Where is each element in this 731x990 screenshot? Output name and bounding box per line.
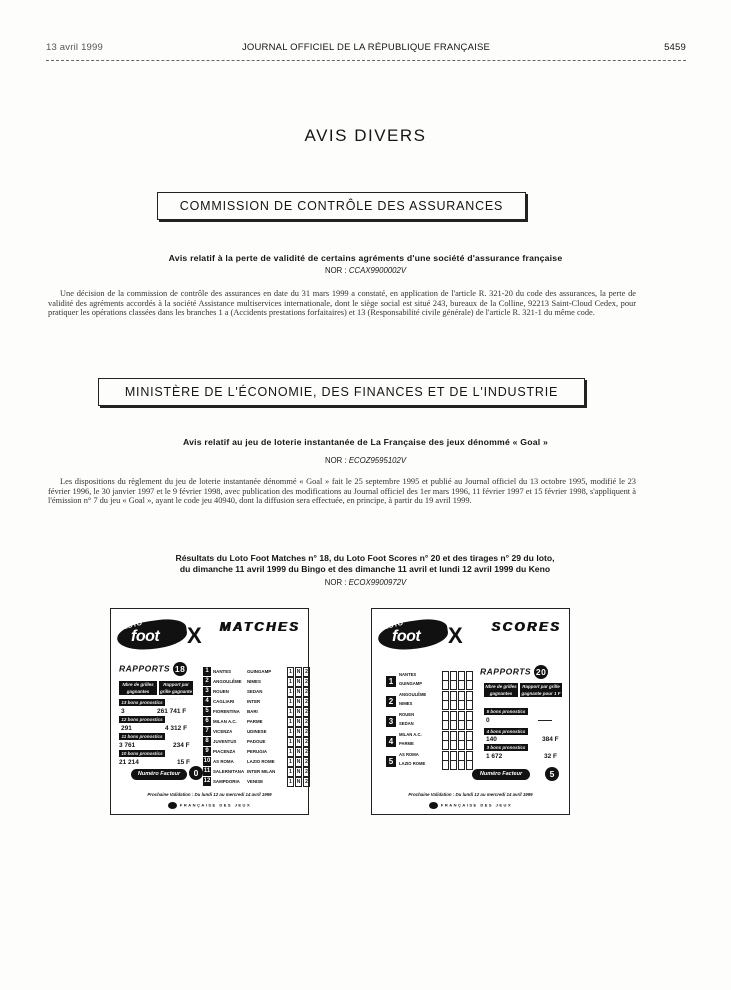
prochaine-validation: Prochaine Validation : Du lundi 12 au mercredi 14 avril 1999: [408, 792, 533, 797]
score-away-team: PARME: [399, 741, 414, 746]
grid-box: N: [296, 669, 301, 675]
score-box: [450, 720, 457, 730]
body-assurances-text: Une décision de la commission de contrôle des assurances en date du 31 mars 1999 a constaté, en application de l'article R. 321-20 du code des assurances, la perte de validité des agréments accordés à la société Assistance multiservices internationale, dont le siège social est situé 243, bureaux de la Colline, 92213 Saint-Cloud Cedex, pour pratiquer les opérations classées dans les branches 1 a (Accidents prestations forfaitaires) et 13 (Responsabilité civile générale) de l'article R. 321-1 du même code.: [48, 289, 636, 318]
score-box: [458, 720, 465, 730]
bar-4-pronostics: 4 bons pronostics: [484, 728, 528, 735]
score-away-team: LAZIO ROME: [399, 761, 426, 766]
match-home-team: FIORENTINA: [213, 709, 240, 714]
header-page-number: 5459: [664, 42, 686, 53]
grid-box: 1: [287, 697, 294, 707]
match-number: 2: [203, 677, 211, 686]
match-home-team: ROUEN: [213, 689, 229, 694]
grid-box: 2: [303, 767, 310, 777]
match-away-team: PADOUE: [247, 739, 266, 744]
section-heading-ministere: MINISTÈRE DE L'ÉCONOMIE, DES FINANCES ET DE L'INDUSTRIE: [98, 378, 585, 406]
logo-x-mark: X: [448, 623, 463, 648]
score-box: [466, 700, 473, 710]
score-game-number: 5: [386, 756, 396, 767]
grid-box: N: [296, 759, 301, 765]
nor-code: ECOZ9595102V: [348, 456, 407, 465]
header-rule: [46, 60, 686, 61]
grid-box: 2: [303, 697, 310, 707]
match-away-team: BARI: [247, 709, 258, 714]
score-home-team: ROUEN: [399, 712, 415, 717]
bar-3-pronostics: 3 bons pronostics: [484, 744, 528, 751]
match-number: 8: [203, 737, 211, 746]
grid-box: 1: [287, 757, 294, 767]
match-pronostic-grid: [287, 757, 310, 767]
bar-11-pronostics: 11 bons pronostics: [119, 733, 165, 740]
amount-11: 234 F: [173, 742, 190, 749]
score-box: [442, 760, 449, 770]
header-bar-amount: Rapport par grille gagnante pour 1 F: [159, 682, 192, 701]
fdj-logo-icon: [168, 802, 177, 809]
fdj-text: FRANÇAISE DES JEUX: [179, 802, 252, 808]
grid-box: N: [296, 689, 301, 695]
score-grid: [442, 720, 473, 730]
grid-box: N: [296, 739, 301, 745]
nor-label: NOR :: [324, 578, 347, 587]
count-13: 3: [121, 708, 125, 715]
match-pronostic-grid: [287, 717, 310, 727]
numero-facteur-pill: Numéro Facteur: [472, 769, 530, 780]
score-away-team: GUINGAMP: [399, 681, 423, 686]
logo-loto-text: LOTO: [122, 619, 143, 632]
amount-10: 15 F: [177, 759, 191, 766]
match-home-team: JUVENTUS: [213, 739, 237, 744]
grid-box: 1: [287, 777, 294, 787]
loto-foot-logo: [117, 617, 202, 651]
match-number: 1: [203, 667, 211, 676]
grid-box: 1: [287, 687, 294, 697]
amount-13: 261 741 F: [157, 708, 187, 715]
match-away-team: INTER MILAN: [247, 769, 276, 774]
fdj-text: FRANÇAISE DES JEUX: [440, 802, 513, 808]
bar-12-pronostics: 12 bons pronostics: [119, 716, 165, 723]
score-grid: [442, 760, 473, 770]
logo-loto-text: LOTO: [383, 619, 404, 632]
grid-box: N: [296, 779, 301, 785]
match-away-team: UDINESE: [247, 729, 267, 734]
header-bar-amount: Rapport par grille gagnante pour 1 F: [521, 684, 561, 696]
bar-13-pronostics: 13 bons pronostics: [119, 699, 165, 706]
page-header: [46, 42, 686, 56]
header-date: 13 avril 1999: [46, 42, 103, 53]
score-game-number: 1: [386, 676, 396, 687]
score-box: [458, 700, 465, 710]
grid-box: 1: [287, 747, 294, 757]
grid-box: 1: [287, 667, 294, 677]
ticket-loto-foot-scores: [371, 608, 570, 815]
header-journal-title: JOURNAL OFFICIEL DE LA RÉPUBLIQUE FRANÇAISE: [241, 42, 491, 53]
score-box: [466, 680, 473, 690]
count-5: 0: [486, 717, 490, 724]
score-box: [442, 720, 449, 730]
fdj-logo-icon: [429, 802, 438, 809]
score-box: [442, 680, 449, 690]
loto-foot-logo: [378, 617, 463, 651]
score-grid: [442, 680, 473, 690]
score-box: [450, 680, 457, 690]
header-bar-count: Nbre de grilles gagnantes: [485, 684, 517, 696]
match-away-team: VENISE: [247, 779, 264, 784]
prochaine-validation: Prochaine Validation : Du lundi 12 au mercredi 14 avril 1999: [147, 792, 272, 797]
match-away-team: SEDAN: [247, 689, 263, 694]
results-line-2: du dimanche 11 avril 1999 du Bingo et des dimanche 11 avril et lundi 12 avril 1999 du Keno: [179, 563, 551, 574]
score-grid: [442, 700, 473, 710]
score-box: [466, 720, 473, 730]
amount-12: 4 312 F: [165, 725, 188, 732]
grid-box: 1: [287, 707, 294, 717]
score-game-number: 4: [386, 736, 396, 747]
grid-box: 1: [287, 727, 294, 737]
logo-foot-text: foot: [392, 628, 421, 645]
header-bar-count: Nbre de grilles gagnantes: [119, 681, 157, 695]
grid-box: N: [296, 699, 301, 705]
nor-reference-results: [0, 578, 731, 587]
amount-3: 32 F: [544, 753, 558, 760]
match-home-team: AS ROMA: [213, 759, 234, 764]
score-box: [450, 740, 457, 750]
nor-reference-goal: [0, 456, 731, 465]
results-line-1: Résultats du Loto Foot Matches n° 18, du Loto Foot Scores n° 20 et des tirages n° 29 du loto,: [175, 553, 555, 563]
match-home-team: SALERNITANA: [213, 769, 245, 774]
score-home-team: ANGOULÊME: [399, 692, 427, 697]
grid-box: N: [296, 769, 301, 775]
match-home-team: MILAN A.C.: [213, 719, 237, 724]
score-box: [450, 760, 457, 770]
match-pronostic-grid: [287, 707, 310, 717]
grid-box: 2: [303, 667, 310, 677]
match-away-team: PERUGIA: [247, 749, 268, 754]
match-pronostic-grid: [287, 727, 310, 737]
score-box: [442, 700, 449, 710]
bar-10-pronostics: 10 bons pronostics: [119, 750, 165, 757]
match-number: 12: [203, 778, 211, 784]
fdj-footer: [111, 802, 308, 809]
facteur-value-badge: 5: [545, 767, 559, 781]
count-11: 3 761: [119, 742, 136, 749]
game-name: SCORES: [491, 619, 561, 634]
rapports-text: RAPPORTS: [480, 666, 532, 677]
score-box: [458, 680, 465, 690]
amount-4: 384 F: [542, 736, 559, 743]
score-home-team: NANTES: [399, 672, 417, 677]
score-game-number: 3: [386, 716, 396, 727]
match-pronostic-grid: [287, 687, 310, 697]
match-pronostic-grid: [287, 747, 310, 757]
grid-box: 2: [303, 747, 310, 757]
rapports-label: [480, 665, 548, 679]
results-heading: [60, 553, 670, 574]
match-away-team: NIMES: [247, 679, 261, 684]
grid-box: 1: [287, 677, 294, 687]
rapports-text: RAPPORTS: [119, 663, 171, 674]
match-away-team: LAZIO ROME: [247, 759, 275, 764]
facteur-value-badge: 0: [189, 766, 203, 780]
score-away-team: NIMES: [399, 701, 413, 706]
body-goal: [48, 477, 636, 506]
match-number: 5: [203, 707, 211, 716]
grid-box: 1: [287, 767, 294, 777]
body-goal-text: Les dispositions du règlement du jeu de loterie instantanée dénommé « Goal » fait le 25 septembre 1995 et publié au Journal officiel du 13 octobre 1995, modifié le 23 février 1996, le 30 janvier 1997 et le 9 février 1998, avec publication des modifications au Journal officiel des 1er mars 1996, 11 février 1997 et 15 février 1998, s'appliquent à l'émission n° 7 du jeu « Goal », ayant le code jeu 40940, dont la diffusion sera effectuée, en principe, à partir du 19 avril 1999.: [48, 477, 636, 506]
grid-box: N: [296, 679, 301, 685]
section-heading-assurances: COMMISSION DE CONTRÔLE DES ASSURANCES: [157, 192, 526, 220]
score-box: [450, 700, 457, 710]
count-10: 21 214: [119, 759, 139, 766]
match-pronostic-grid: [287, 767, 310, 777]
match-home-team: VICENZA: [213, 729, 233, 734]
page-title: AVIS DIVERS: [304, 126, 427, 145]
grid-box: N: [296, 749, 301, 755]
grid-box: 2: [303, 717, 310, 727]
grid-box: 2: [303, 677, 310, 687]
score-home-team: MILAN A.C.: [399, 732, 422, 737]
match-home-team: CAGLIARI: [213, 699, 235, 704]
match-number: 7: [203, 727, 211, 736]
match-home-team: PIACENZA: [213, 749, 236, 754]
score-grid: [442, 740, 473, 750]
match-number: 9: [203, 747, 211, 756]
count-12: 291: [121, 725, 132, 732]
avis-title-assurances: Avis relatif à la perte de validité de certains agréments d'une société d'assurance française: [168, 253, 563, 263]
avis-title-goal: Avis relatif au jeu de loterie instantanée de La Française des jeux dénommé « Goal »: [182, 437, 549, 447]
score-box: [466, 740, 473, 750]
grid-box: 2: [303, 777, 310, 787]
logo-foot-text: foot: [131, 628, 160, 645]
grid-box: 2: [303, 737, 310, 747]
match-number: 10: [203, 758, 211, 764]
nor-reference-assurances: [0, 266, 731, 275]
count-4: 140: [486, 736, 497, 743]
score-box: [442, 740, 449, 750]
match-pronostic-grid: [287, 677, 310, 687]
match-number: 3: [203, 687, 211, 696]
match-home-team: SAMPDORIA: [213, 779, 240, 784]
grille-number-badge: 18: [174, 664, 186, 674]
nor-label: NOR :: [324, 266, 347, 275]
score-home-team: AS ROMA: [399, 752, 419, 757]
nor-label: NOR :: [324, 456, 347, 465]
match-home-team: NANTES: [213, 669, 232, 674]
game-name: MATCHES: [219, 619, 300, 634]
grid-box: 1: [287, 717, 294, 727]
body-assurances: [48, 289, 636, 318]
ticket-loto-foot-matches: [110, 608, 309, 815]
grille-number-badge: 20: [535, 667, 547, 677]
grid-box: N: [296, 709, 301, 715]
score-box: [458, 740, 465, 750]
dash-line: [538, 720, 552, 721]
match-away-team: PARME: [247, 719, 263, 724]
rapports-label: [119, 662, 187, 676]
grid-box: N: [296, 719, 301, 725]
match-pronostic-grid: [287, 697, 310, 707]
match-away-team: GUINGAMP: [247, 669, 272, 674]
grid-box: 2: [303, 727, 310, 737]
fdj-footer: [372, 802, 569, 809]
score-box: [466, 760, 473, 770]
grid-box: 2: [303, 757, 310, 767]
match-pronostic-grid: [287, 737, 310, 747]
grid-box: N: [296, 729, 301, 735]
score-away-team: SEDAN: [399, 721, 414, 726]
numero-facteur-pill: Numéro Facteur: [131, 769, 187, 780]
match-away-team: INTER: [247, 699, 261, 704]
match-number: 4: [203, 697, 211, 706]
logo-x-mark: X: [187, 623, 202, 648]
grid-box: 2: [303, 687, 310, 697]
score-game-number: 2: [386, 696, 396, 707]
score-box: [458, 760, 465, 770]
nor-code: CCAX9900002V: [348, 266, 407, 275]
match-number: 11: [203, 768, 211, 774]
match-pronostic-grid: [287, 667, 310, 677]
count-3: 1 672: [486, 753, 503, 760]
grid-box: 2: [303, 707, 310, 717]
bar-5-pronostics: 5 bons pronostics: [484, 708, 528, 715]
match-home-team: ANGOULÊME: [213, 679, 242, 684]
grid-box: 1: [287, 737, 294, 747]
nor-code: ECOX9900972V: [348, 578, 407, 587]
match-number: 6: [203, 717, 211, 726]
match-pronostic-grid: [287, 777, 310, 787]
